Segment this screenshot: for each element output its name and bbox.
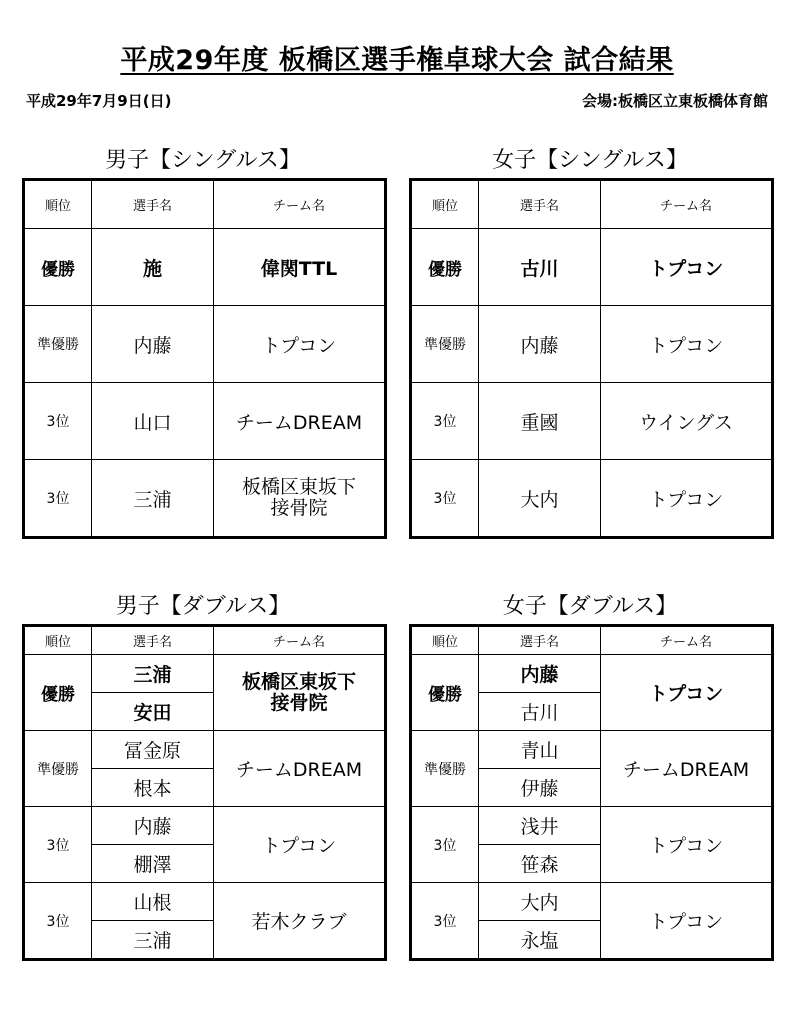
table-row: [411, 807, 773, 845]
rank-cell: 準優勝: [24, 306, 92, 383]
player-cell: 三浦: [92, 655, 214, 693]
mens-doubles-section: [22, 590, 384, 961]
rank-cell: 優勝: [411, 655, 479, 731]
team-cell: チームDREAM: [214, 383, 386, 460]
team-cell: トプコン: [601, 807, 773, 883]
player-header: 選手名: [479, 180, 601, 229]
team-cell: トプコン: [214, 306, 386, 383]
table-row: [24, 229, 386, 306]
rank-cell: 3位: [24, 883, 92, 960]
team-cell: 偉関TTL: [214, 229, 386, 306]
table-row: [411, 383, 773, 460]
table-row: [24, 731, 386, 769]
team-cell: トプコン: [214, 807, 386, 883]
team-line-2: 接骨院: [270, 497, 328, 519]
player-header: 選手名: [92, 626, 214, 655]
team-line-1: 板橋区東坂下: [241, 670, 356, 693]
header-row: [411, 180, 773, 229]
player-cell: 山口: [92, 383, 214, 460]
section-title: 男子【ダブルス】: [115, 594, 291, 619]
player-cell: 重國: [479, 383, 601, 460]
rank-cell: 準優勝: [411, 731, 479, 807]
table-row: [411, 460, 773, 538]
header-row: [411, 626, 773, 655]
player-header: 選手名: [92, 180, 214, 229]
player-cell: 内藤: [92, 807, 214, 845]
rank-cell: 優勝: [24, 229, 92, 306]
player-cell: 棚澤: [92, 845, 214, 883]
team-cell: [214, 460, 386, 538]
womens-doubles-section: [409, 590, 771, 961]
player-cell: 伊藤: [479, 769, 601, 807]
section-title: 女子【ダブルス】: [502, 594, 678, 619]
player-cell: 青山: [479, 731, 601, 769]
header-row: [24, 180, 386, 229]
rank-cell: 3位: [411, 807, 479, 883]
rank-cell: 3位: [411, 383, 479, 460]
table-row: [24, 383, 386, 460]
mens-doubles-table: [22, 624, 387, 961]
rank-header: 順位: [411, 180, 479, 229]
team-cell: [214, 655, 386, 731]
player-cell: 古川: [479, 229, 601, 306]
table-row: [24, 460, 386, 538]
player-cell: 根本: [92, 769, 214, 807]
team-cell: トプコン: [601, 883, 773, 960]
team-cell: 若木クラブ: [214, 883, 386, 960]
rank-cell: 3位: [24, 807, 92, 883]
player-cell: 三浦: [92, 921, 214, 960]
team-header: チーム名: [601, 626, 773, 655]
table-row: [24, 306, 386, 383]
rank-header: 順位: [411, 626, 479, 655]
womens-doubles-table: [409, 624, 774, 961]
player-cell: 浅井: [479, 807, 601, 845]
player-cell: 山根: [92, 883, 214, 921]
womens-singles-section: [409, 144, 771, 539]
section-title: 男子【シングルス】: [105, 148, 301, 173]
team-cell: トプコン: [601, 306, 773, 383]
event-venue: 会場:板橋区立東板橋体育館: [582, 92, 768, 110]
rank-header: 順位: [24, 626, 92, 655]
player-cell: 永塩: [479, 921, 601, 960]
header-row: [24, 626, 386, 655]
table-row: [411, 655, 773, 693]
player-cell: 安田: [92, 693, 214, 731]
player-cell: 内藤: [479, 655, 601, 693]
team-cell: トプコン: [601, 229, 773, 306]
player-header: 選手名: [479, 626, 601, 655]
page-title: 平成29年度 板橋区選手権卓球大会 試合結果: [120, 45, 674, 76]
rank-cell: 準優勝: [24, 731, 92, 807]
team-line-2: 接骨院: [270, 691, 328, 714]
player-cell: 古川: [479, 693, 601, 731]
team-cell: チームDREAM: [214, 731, 386, 807]
team-line-1: 板橋区東坂下: [241, 476, 356, 498]
rank-cell: 3位: [411, 883, 479, 960]
table-row: [24, 883, 386, 921]
rank-cell: 3位: [411, 460, 479, 538]
player-cell: 冨金原: [92, 731, 214, 769]
player-cell: 大内: [479, 460, 601, 538]
player-cell: 笹森: [479, 845, 601, 883]
womens-singles-table: [409, 178, 774, 539]
team-header: チーム名: [214, 626, 386, 655]
player-cell: 内藤: [92, 306, 214, 383]
rank-cell: 3位: [24, 383, 92, 460]
player-cell: 内藤: [479, 306, 601, 383]
rank-cell: 優勝: [411, 229, 479, 306]
team-cell: トプコン: [601, 655, 773, 731]
event-date: 平成29年7月9日(日): [26, 92, 172, 110]
table-row: [411, 306, 773, 383]
team-cell: チームDREAM: [601, 731, 773, 807]
rank-cell: 準優勝: [411, 306, 479, 383]
player-cell: 施: [92, 229, 214, 306]
team-header: チーム名: [601, 180, 773, 229]
mens-singles-section: [22, 144, 384, 539]
player-cell: 三浦: [92, 460, 214, 538]
team-cell: ウイングス: [601, 383, 773, 460]
table-row: [411, 883, 773, 921]
rank-cell: 優勝: [24, 655, 92, 731]
table-row: [24, 807, 386, 845]
mens-singles-table: [22, 178, 387, 539]
rank-cell: 3位: [24, 460, 92, 538]
table-row: [411, 731, 773, 769]
team-header: チーム名: [214, 180, 386, 229]
team-cell: トプコン: [601, 460, 773, 538]
rank-header: 順位: [24, 180, 92, 229]
section-title: 女子【シングルス】: [492, 148, 688, 173]
table-row: [411, 229, 773, 306]
table-row: [24, 655, 386, 693]
player-cell: 大内: [479, 883, 601, 921]
